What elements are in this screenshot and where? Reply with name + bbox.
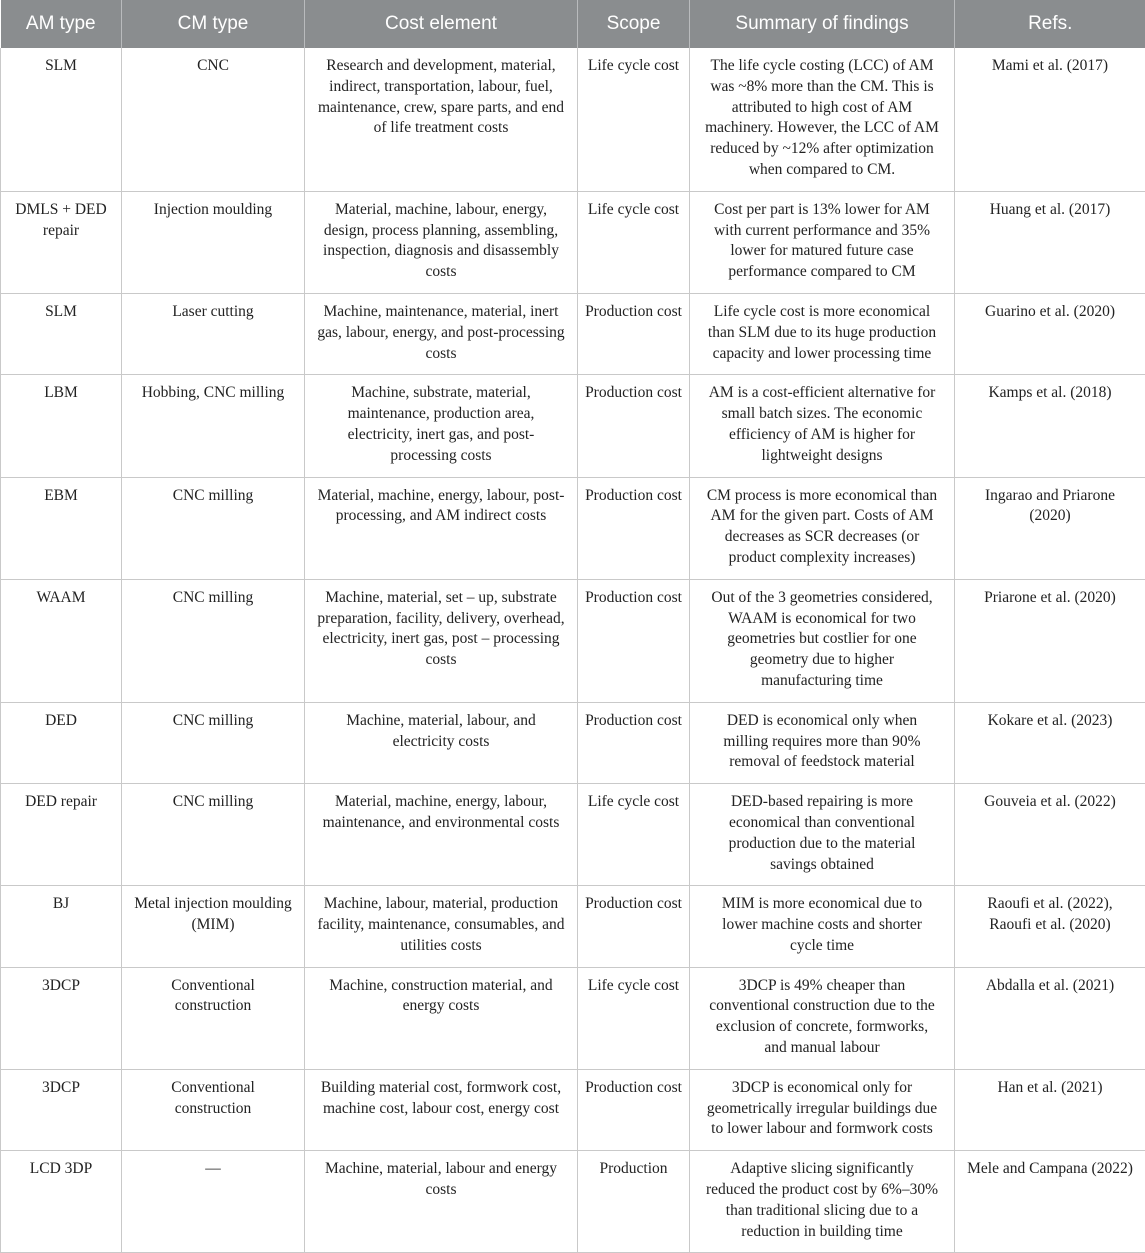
cell-scope: Production cost	[578, 293, 690, 374]
cell-am-type: WAAM	[1, 579, 122, 702]
cell-cm-type: Metal injection moulding (MIM)	[122, 886, 305, 967]
cell-summary: DED is economical only when milling requires more than 90% removal of feedstock material	[690, 702, 955, 783]
header-cm-type: CM type	[122, 0, 305, 48]
cell-am-type: LCD 3DP	[1, 1151, 122, 1253]
cell-cost-element: Material, machine, energy, labour, maintenance, and environmental costs	[305, 784, 578, 886]
table-row	[1, 1069, 1145, 1150]
cell-scope: Life cycle cost	[578, 191, 690, 293]
cell-am-type: BJ	[1, 886, 122, 967]
cell-scope: Life cycle cost	[578, 967, 690, 1069]
cell-summary: Cost per part is 13% lower for AM with current performance and 35% lower for matured future case performance compared to CM	[690, 191, 955, 293]
table-row	[1, 579, 1145, 702]
cell-cm-type: CNC milling	[122, 477, 305, 579]
cell-refs: Kamps et al. (2018)	[955, 375, 1145, 477]
table-row	[1, 48, 1145, 191]
cell-cm-type: Injection moulding	[122, 191, 305, 293]
cell-cost-element: Material, machine, energy, labour, post-processing, and AM indirect costs	[305, 477, 578, 579]
header-row	[1, 0, 1145, 48]
cell-refs: Huang et al. (2017)	[955, 191, 1145, 293]
cell-cost-element: Machine, material, labour and energy costs	[305, 1151, 578, 1253]
header-scope: Scope	[578, 0, 690, 48]
cell-scope: Production	[578, 1151, 690, 1253]
cell-refs: Mele and Campana (2022)	[955, 1151, 1145, 1253]
cell-am-type: 3DCP	[1, 967, 122, 1069]
cell-refs: Gouveia et al. (2022)	[955, 784, 1145, 886]
cell-cost-element: Machine, construction material, and energy costs	[305, 967, 578, 1069]
cell-am-type: 3DCP	[1, 1069, 122, 1150]
cell-refs: Han et al. (2021)	[955, 1069, 1145, 1150]
cell-cm-type: Conventional construction	[122, 967, 305, 1069]
cell-summary: 3DCP is economical only for geometrically irregular buildings due to lower labour and formwork costs	[690, 1069, 955, 1150]
cell-scope: Life cycle cost	[578, 48, 690, 191]
table-row	[1, 477, 1145, 579]
table-row	[1, 375, 1145, 477]
cell-scope: Production cost	[578, 702, 690, 783]
cell-cost-element: Machine, labour, material, production facility, maintenance, consumables, and utilities costs	[305, 886, 578, 967]
header-am-type: AM type	[1, 0, 122, 48]
cell-summary: Adaptive slicing significantly reduced the product cost by 6%–30% than traditional slicing due to a reduction in building time	[690, 1151, 955, 1253]
header-refs: Refs.	[955, 0, 1145, 48]
cell-refs: Abdalla et al. (2021)	[955, 967, 1145, 1069]
cell-cm-type: Conventional construction	[122, 1069, 305, 1150]
cell-summary: Life cycle cost is more economical than SLM due to its huge production capacity and lower processing time	[690, 293, 955, 374]
cell-summary: AM is a cost-efficient alternative for small batch sizes. The economic efficiency of AM is higher for lightweight designs	[690, 375, 955, 477]
header-summary: Summary of findings	[690, 0, 955, 48]
cell-refs: Priarone et al. (2020)	[955, 579, 1145, 702]
cell-refs: Mami et al. (2017)	[955, 48, 1145, 191]
header-cost-element: Cost element	[305, 0, 578, 48]
cell-summary: The life cycle costing (LCC) of AM was ~8% more than the CM. This is attributed to high cost of AM machinery. However, the LCC of AM reduced by ~12% after optimization when compared to CM.	[690, 48, 955, 191]
cell-cost-element: Machine, material, set – up, substrate preparation, facility, delivery, overhead, electricity, inert gas, post – processing costs	[305, 579, 578, 702]
cell-cm-type: Hobbing, CNC milling	[122, 375, 305, 477]
cell-scope: Production cost	[578, 579, 690, 702]
cell-cost-element: Building material cost, formwork cost, machine cost, labour cost, energy cost	[305, 1069, 578, 1150]
cell-am-type: LBM	[1, 375, 122, 477]
cell-cm-type: CNC	[122, 48, 305, 191]
cell-summary: CM process is more economical than AM for the given part. Costs of AM decreases as SCR decreases (or product complexity increases)	[690, 477, 955, 579]
table-row	[1, 191, 1145, 293]
table-row	[1, 1151, 1145, 1253]
cell-cm-type: CNC milling	[122, 702, 305, 783]
cell-refs: Raoufi et al. (2022), Raoufi et al. (2020)	[955, 886, 1145, 967]
cell-summary: 3DCP is 49% cheaper than conventional construction due to the exclusion of concrete, formworks, and manual labour	[690, 967, 955, 1069]
cell-refs: Guarino et al. (2020)	[955, 293, 1145, 374]
cell-refs: Ingarao and Priarone (2020)	[955, 477, 1145, 579]
cell-scope: Production cost	[578, 375, 690, 477]
cell-scope: Production cost	[578, 477, 690, 579]
table-row	[1, 886, 1145, 967]
cell-refs: Kokare et al. (2023)	[955, 702, 1145, 783]
table-row	[1, 293, 1145, 374]
cell-cost-element: Research and development, material, indirect, transportation, labour, fuel, maintenance, crew, spare parts, and end of life treatment costs	[305, 48, 578, 191]
cell-am-type: EBM	[1, 477, 122, 579]
cell-cost-element: Machine, maintenance, material, inert gas, labour, energy, and post-processing costs	[305, 293, 578, 374]
cell-scope: Life cycle cost	[578, 784, 690, 886]
cell-am-type: DED	[1, 702, 122, 783]
cell-scope: Production cost	[578, 886, 690, 967]
cell-cm-type: CNC milling	[122, 579, 305, 702]
cell-am-type: SLM	[1, 293, 122, 374]
cell-summary: Out of the 3 geometries considered, WAAM is economical for two geometries but costlier for one geometry due to higher manufacturing time	[690, 579, 955, 702]
cell-cost-element: Machine, substrate, material, maintenance, production area, electricity, inert gas, and post-processing costs	[305, 375, 578, 477]
table-row	[1, 702, 1145, 783]
table-row	[1, 967, 1145, 1069]
table-row	[1, 784, 1145, 886]
cell-summary: MIM is more economical due to lower machine costs and shorter cycle time	[690, 886, 955, 967]
cell-cm-type: Laser cutting	[122, 293, 305, 374]
cell-cost-element: Machine, material, labour, and electricity costs	[305, 702, 578, 783]
cell-am-type: SLM	[1, 48, 122, 191]
cell-am-type: DED repair	[1, 784, 122, 886]
cell-scope: Production cost	[578, 1069, 690, 1150]
cell-cm-type: —	[122, 1151, 305, 1253]
cell-am-type: DMLS + DED repair	[1, 191, 122, 293]
cell-cost-element: Material, machine, labour, energy, design, process planning, assembling, inspection, diagnosis and disassembly costs	[305, 191, 578, 293]
cell-summary: DED-based repairing is more economical than conventional production due to the material savings obtained	[690, 784, 955, 886]
cell-cm-type: CNC milling	[122, 784, 305, 886]
